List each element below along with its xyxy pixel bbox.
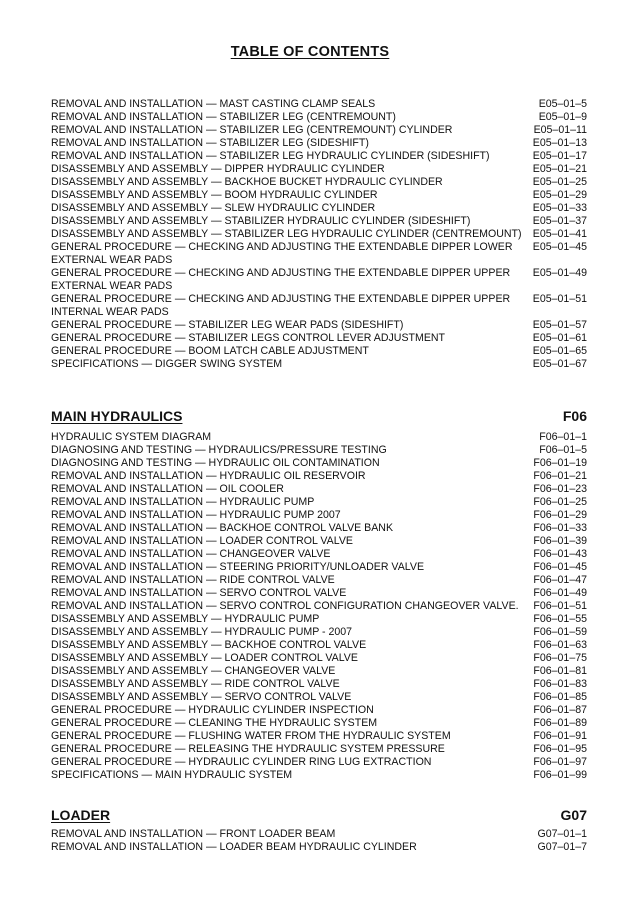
toc-entry[interactable] — [51, 691, 587, 704]
toc-entry[interactable] — [51, 332, 587, 345]
toc-entry[interactable] — [51, 457, 587, 470]
toc-entry[interactable] — [51, 548, 587, 561]
toc-entry-page: F06–01–89 — [533, 717, 587, 729]
section-header-main-hydraulics — [51, 408, 587, 424]
toc-entry[interactable] — [51, 111, 587, 124]
toc-entry-title: DIAGNOSING AND TESTING — HYDRAULICS/PRESSURE TESTING — [51, 444, 387, 456]
toc-entry-page: E05–01–21 — [532, 163, 587, 175]
toc-entry[interactable] — [51, 293, 587, 319]
toc-group-g07 — [51, 828, 587, 854]
toc-entry-page: E05–01–37 — [532, 215, 587, 227]
toc-entry[interactable] — [51, 613, 587, 626]
toc-entry-page: F06–01–23 — [533, 483, 587, 495]
toc-entry-title: SPECIFICATIONS — MAIN HYDRAULIC SYSTEM — [51, 769, 293, 781]
toc-entry-page: E05–01–51 — [532, 293, 587, 305]
toc-entry-page: E05–01–29 — [532, 189, 587, 201]
toc-entry-title: DISASSEMBLY AND ASSEMBLY — STABILIZER LEG HYDRAULIC CYLINDER (CENTREMOUNT) — [51, 228, 522, 240]
toc-entry-page: E05–01–5 — [538, 98, 587, 110]
toc-entry-title: GENERAL PROCEDURE — HYDRAULIC CYLINDER RING LUG EXTRACTION — [51, 756, 432, 768]
toc-entry-page: F06–01–21 — [533, 470, 587, 482]
toc-entry-page: F06–01–1 — [539, 431, 587, 443]
toc-entry-title: SPECIFICATIONS — DIGGER SWING SYSTEM — [51, 358, 283, 370]
toc-entry-page: F06–01–91 — [533, 730, 587, 742]
toc-entry[interactable] — [51, 189, 587, 202]
toc-entry-title: DISASSEMBLY AND ASSEMBLY — BOOM HYDRAULIC CYLINDER — [51, 189, 378, 201]
toc-entry-title: HYDRAULIC SYSTEM DIAGRAM — [51, 431, 212, 443]
toc-entry-page: F06–01–81 — [533, 665, 587, 677]
toc-entry[interactable] — [51, 600, 587, 613]
toc-entry-page: F06–01–47 — [533, 574, 587, 586]
toc-entry[interactable] — [51, 509, 587, 522]
toc-entry[interactable] — [51, 535, 587, 548]
toc-entry-page: F06–01–33 — [533, 522, 587, 534]
toc-entry[interactable] — [51, 704, 587, 717]
toc-entry-page: F06–01–5 — [539, 444, 587, 456]
toc-entry-title: DISASSEMBLY AND ASSEMBLY — CHANGEOVER VALVE — [51, 665, 336, 677]
section-title[interactable]: MAIN HYDRAULICS — [51, 408, 183, 424]
toc-entry-page: F06–01–45 — [533, 561, 587, 573]
toc-entry[interactable] — [51, 267, 587, 293]
toc-entry-title: DISASSEMBLY AND ASSEMBLY — SLEW HYDRAULIC CYLINDER — [51, 202, 376, 214]
toc-entry[interactable] — [51, 202, 587, 215]
toc-group-f06 — [51, 431, 587, 782]
toc-entry[interactable] — [51, 678, 587, 691]
toc-entry-title: DISASSEMBLY AND ASSEMBLY — STABILIZER HYDRAULIC CYLINDER (SIDESHIFT) — [51, 215, 471, 227]
toc-entry[interactable] — [51, 241, 587, 267]
toc-entry[interactable] — [51, 431, 587, 444]
toc-entry-title: REMOVAL AND INSTALLATION — STABILIZER LEG (CENTREMOUNT) — [51, 111, 396, 123]
toc-entry-page: E05–01–11 — [533, 124, 587, 136]
toc-entry[interactable] — [51, 730, 587, 743]
toc-entry-page: E05–01–13 — [532, 137, 587, 149]
toc-entry[interactable] — [51, 743, 587, 756]
toc-entry-title: REMOVAL AND INSTALLATION — HYDRAULIC PUMP 2007 — [51, 509, 341, 521]
toc-entry[interactable] — [51, 483, 587, 496]
toc-entry-title: DISASSEMBLY AND ASSEMBLY — DIPPER HYDRAULIC CYLINDER — [51, 163, 385, 175]
toc-entry-title: REMOVAL AND INSTALLATION — OIL COOLER — [51, 483, 284, 495]
toc-entry-page: F06–01–97 — [533, 756, 587, 768]
toc-entry-title: REMOVAL AND INSTALLATION — LOADER BEAM HYDRAULIC CYLINDER — [51, 841, 417, 853]
toc-entry-page: F06–01–87 — [533, 704, 587, 716]
toc-entry-title: REMOVAL AND INSTALLATION — FRONT LOADER BEAM — [51, 828, 336, 840]
toc-entry-page: E05–01–33 — [532, 202, 587, 214]
section-title[interactable]: LOADER — [51, 807, 111, 823]
toc-entry[interactable] — [51, 587, 587, 600]
toc-entry-title: GENERAL PROCEDURE — CHECKING AND ADJUSTING THE EXTENDABLE DIPPER UPPER EXTERNAL WEAR PADS — [51, 267, 511, 292]
toc-entry-title: GENERAL PROCEDURE — CHECKING AND ADJUSTING THE EXTENDABLE DIPPER LOWER EXTERNAL WEAR PADS — [51, 241, 513, 266]
toc-entry[interactable] — [51, 124, 587, 137]
toc-entry-title: REMOVAL AND INSTALLATION — SERVO CONTROL CONFIGURATION CHANGEOVER VALVE. — [51, 600, 519, 612]
toc-entry[interactable] — [51, 150, 587, 163]
toc-entry-page: F06–01–59 — [533, 626, 587, 638]
toc-entry-title: REMOVAL AND INSTALLATION — MAST CASTING CLAMP SEALS — [51, 98, 376, 110]
toc-entry-page: F06–01–39 — [533, 535, 587, 547]
toc-entry-page: F06–01–83 — [533, 678, 587, 690]
toc-entry[interactable] — [51, 769, 587, 782]
toc-entry-title: GENERAL PROCEDURE — HYDRAULIC CYLINDER INSPECTION — [51, 704, 374, 716]
toc-entry-page: E05–01–25 — [532, 176, 587, 188]
toc-entry-page: E05–01–49 — [532, 267, 587, 279]
toc-entry-title: REMOVAL AND INSTALLATION — LOADER CONTROL VALVE — [51, 535, 353, 547]
toc-entry[interactable] — [51, 137, 587, 150]
toc-entry-title: DISASSEMBLY AND ASSEMBLY — SERVO CONTROL VALVE — [51, 691, 352, 703]
toc-entry-title: GENERAL PROCEDURE — BOOM LATCH CABLE ADJUSTMENT — [51, 345, 369, 357]
toc-entry-page: E05–01–17 — [532, 150, 587, 162]
toc-entry-page: E05–01–61 — [532, 332, 587, 344]
toc-entry-title: GENERAL PROCEDURE — CHECKING AND ADJUSTING THE EXTENDABLE DIPPER UPPER INTERNAL WEAR PADS — [51, 293, 511, 318]
toc-entry-page: F06–01–63 — [533, 639, 587, 651]
toc-entry-title: GENERAL PROCEDURE — STABILIZER LEGS CONTROL LEVER ADJUSTMENT — [51, 332, 446, 344]
toc-entry[interactable] — [51, 228, 587, 241]
toc-entry[interactable] — [51, 444, 587, 457]
toc-entry-title: REMOVAL AND INSTALLATION — SERVO CONTROL VALVE — [51, 587, 347, 599]
toc-entry-title: GENERAL PROCEDURE — CLEANING THE HYDRAULIC SYSTEM — [51, 717, 378, 729]
toc-entry-page: F06–01–99 — [533, 769, 587, 781]
toc-group-e05 — [51, 98, 587, 371]
section-code: F06 — [562, 408, 587, 424]
toc-entry-title: DISASSEMBLY AND ASSEMBLY — BACKHOE CONTROL VALVE — [51, 639, 367, 651]
toc-entry[interactable] — [51, 319, 587, 332]
toc-entry-page: G07–01–1 — [537, 828, 587, 840]
toc-entry-page: F06–01–85 — [533, 691, 587, 703]
toc-entry[interactable] — [51, 358, 587, 371]
toc-entry-title: REMOVAL AND INSTALLATION — STABILIZER LEG HYDRAULIC CYLINDER (SIDESHIFT) — [51, 150, 490, 162]
toc-entry[interactable] — [51, 345, 587, 358]
toc-entry-page: E05–01–41 — [532, 228, 587, 240]
toc-entry-page: F06–01–49 — [533, 587, 587, 599]
toc-entry-title: REMOVAL AND INSTALLATION — STABILIZER LEG (CENTREMOUNT) CYLINDER — [51, 124, 453, 136]
toc-entry[interactable] — [51, 522, 587, 535]
toc-entry-title: REMOVAL AND INSTALLATION — BACKHOE CONTROL VALVE BANK — [51, 522, 394, 534]
toc-entry[interactable] — [51, 639, 587, 652]
toc-entry-title: DIAGNOSING AND TESTING — HYDRAULIC OIL CONTAMINATION — [51, 457, 380, 469]
toc-entry[interactable] — [51, 652, 587, 665]
toc-entry[interactable] — [51, 665, 587, 678]
toc-entry-title: REMOVAL AND INSTALLATION — STEERING PRIORITY/UNLOADER VALVE — [51, 561, 425, 573]
toc-entry-page: F06–01–43 — [533, 548, 587, 560]
toc-entry[interactable] — [51, 574, 587, 587]
toc-entry-title: REMOVAL AND INSTALLATION — RIDE CONTROL VALVE — [51, 574, 335, 586]
toc-entry-page: F06–01–55 — [533, 613, 587, 625]
toc-entry-page: F06–01–75 — [533, 652, 587, 664]
toc-entry-page: E05–01–67 — [532, 358, 587, 370]
section-code: G07 — [560, 807, 587, 823]
toc-entry-page: E05–01–57 — [532, 319, 587, 331]
toc-entry[interactable] — [51, 841, 587, 854]
toc-entry-page: F06–01–25 — [533, 496, 587, 508]
toc-entry-title: GENERAL PROCEDURE — STABILIZER LEG WEAR PADS (SIDESHIFT) — [51, 319, 404, 331]
toc-entry-page: F06–01–19 — [533, 457, 587, 469]
toc-entry[interactable] — [51, 496, 587, 509]
toc-entry[interactable] — [51, 717, 587, 730]
toc-entry-page: E05–01–45 — [532, 241, 587, 253]
toc-entry-title: DISASSEMBLY AND ASSEMBLY — HYDRAULIC PUMP - 2007 — [51, 626, 353, 638]
toc-entry[interactable] — [51, 163, 587, 176]
toc-entry-title: GENERAL PROCEDURE — FLUSHING WATER FROM THE HYDRAULIC SYSTEM — [51, 730, 451, 742]
toc-entry[interactable] — [51, 98, 587, 111]
toc-entry-page: F06–01–95 — [533, 743, 587, 755]
toc-entry-page: E05–01–9 — [538, 111, 587, 123]
toc-entry-title: REMOVAL AND INSTALLATION — STABILIZER LEG (SIDESHIFT) — [51, 137, 369, 149]
toc-entry-title: DISASSEMBLY AND ASSEMBLY — HYDRAULIC PUMP — [51, 613, 320, 625]
toc-entry-title: REMOVAL AND INSTALLATION — CHANGEOVER VALVE — [51, 548, 331, 560]
toc-entry-title: DISASSEMBLY AND ASSEMBLY — LOADER CONTROL VALVE — [51, 652, 358, 664]
toc-entry-page: F06–01–51 — [533, 600, 587, 612]
toc-entry[interactable] — [51, 561, 587, 574]
section-header-loader — [51, 807, 587, 823]
toc-entry-title: REMOVAL AND INSTALLATION — HYDRAULIC PUMP — [51, 496, 315, 508]
toc-entry[interactable] — [51, 756, 587, 769]
toc-entry[interactable] — [51, 626, 587, 639]
toc-entry-title: GENERAL PROCEDURE — RELEASING THE HYDRAULIC SYSTEM PRESSURE — [51, 743, 445, 755]
toc-entry-title: DISASSEMBLY AND ASSEMBLY — BACKHOE BUCKET HYDRAULIC CYLINDER — [51, 176, 443, 188]
toc-entry[interactable] — [51, 176, 587, 189]
toc-entry-page: G07–01–7 — [537, 841, 587, 853]
toc-entry[interactable] — [51, 470, 587, 483]
toc-entry-title: REMOVAL AND INSTALLATION — HYDRAULIC OIL RESERVOIR — [51, 470, 366, 482]
toc-entry-page: E05–01–65 — [532, 345, 587, 357]
toc-entry[interactable] — [51, 215, 587, 228]
toc-entry-page: F06–01–29 — [533, 509, 587, 521]
toc-entry[interactable] — [51, 828, 587, 841]
page-title: TABLE OF CONTENTS — [230, 44, 390, 60]
toc-entry-title: DISASSEMBLY AND ASSEMBLY — RIDE CONTROL VALVE — [51, 678, 340, 690]
